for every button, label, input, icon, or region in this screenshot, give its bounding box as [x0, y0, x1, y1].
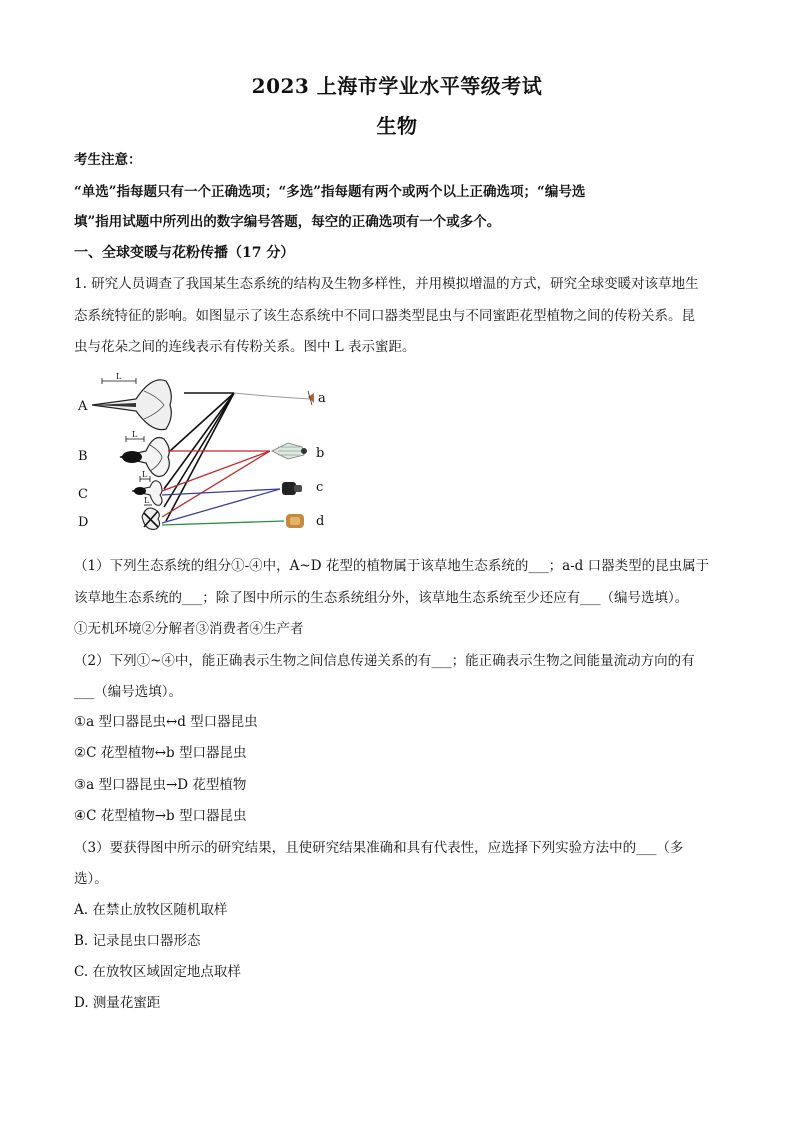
sub2-option-2: ②C 花型植物↔b 型口器昆虫: [74, 745, 247, 761]
notice-line-2: 填”指用试题中所列出的数字编号答题，每空的正确选项有一个或多个。: [74, 214, 501, 230]
flower-label-b: B: [78, 449, 88, 464]
sub2-option-3: ③a 型口器昆虫→D 花型植物: [74, 777, 247, 793]
sub1-line-1: （1）下列生态系统的组分①-④中，A~D 花型的植物属于该草地生态系统的___；a-d 口器类型的昆虫属于: [74, 558, 710, 574]
insect-a-proboscis: [234, 393, 310, 399]
exam-title: 2023 上海市学业水平等级考试: [251, 74, 543, 98]
insect-label-a: a: [318, 391, 326, 406]
question-intro-line-3: 虫与花朵之间的连线表示有传粉关系。图中 L 表示蜜距。: [74, 339, 416, 355]
sub2-line-1: （2）下列①~④中，能正确表示生物之间信息传递关系的有___；能正确表示生物之间能量流动方向的有: [74, 653, 695, 669]
notice-label: 考生注意：: [74, 152, 142, 168]
sub2-option-4: ④C 花型植物→b 型口器昆虫: [74, 808, 247, 824]
flower-a-illustration: [92, 378, 171, 430]
spur-length-label-d: L: [144, 496, 150, 505]
sub1-options: ①无机环境②分解者③消费者④生产者: [74, 621, 304, 637]
insect-label-b: b: [316, 446, 325, 461]
flower-label-a: A: [78, 399, 88, 414]
notice-line-1: “单选”指每题只有一个正确选项；“多选”指每题有两个或两个以上正确选项；“编号选: [74, 184, 586, 200]
sub3-option-a: A. 在禁止放牧区随机取样: [74, 902, 228, 918]
insect-label-d: d: [316, 514, 325, 529]
spur-length-label-a: L: [116, 372, 122, 381]
sub1-line-2: 该草地生态系统的___；除了图中所示的生态系统组分外，该草地生态系统至少还应有___（编号选填）。: [74, 590, 689, 606]
sub2-line-2: ___（编号选填）。: [74, 684, 182, 700]
question-intro-line-1: 1. 研究人员调查了我国某生态系统的结构及生物多样性，并用模拟增温的方式，研究全球变暖对该草地生: [74, 276, 699, 292]
sub3-line-2: 选）。: [74, 871, 108, 887]
spur-length-label-b: L: [132, 430, 138, 439]
insect-d-illustration: [286, 514, 304, 528]
pollination-figure: [74, 367, 344, 535]
flower-d-illustration: [142, 505, 160, 529]
pollination-lines-black: [164, 393, 234, 521]
insect-label-c: c: [316, 480, 324, 495]
spur-length-label-c: L: [142, 470, 148, 479]
pollination-lines-green: [162, 521, 284, 525]
sub3-option-c: C. 在放牧区域固定地点取样: [74, 964, 241, 980]
flower-label-d: D: [78, 515, 89, 530]
subject-title: 生物: [376, 114, 418, 138]
question-intro-line-2: 态系统特征的影响。如图显示了该生态系统中不同口器类型昆虫与不同蜜距花型植物之间的传粉关系。昆: [74, 308, 695, 324]
sub2-option-1: ①a 型口器昆虫↔d 型口器昆虫: [74, 714, 258, 730]
flower-label-c: C: [78, 487, 88, 502]
insect-a-illustration: [308, 391, 314, 405]
sub3-option-b: B. 记录昆虫口器形态: [74, 933, 201, 949]
insect-c-illustration: [282, 482, 302, 495]
sub3-option-d: D. 测量花蜜距: [74, 995, 161, 1011]
insect-b-illustration: [272, 443, 307, 459]
section-heading: 一、全球变暖与花粉传播（17 分）: [74, 245, 295, 261]
sub3-line-1: （3）要获得图中所示的研究结果，且使研究结果准确和具有代表性，应选择下列实验方法中的___（多: [74, 840, 684, 856]
